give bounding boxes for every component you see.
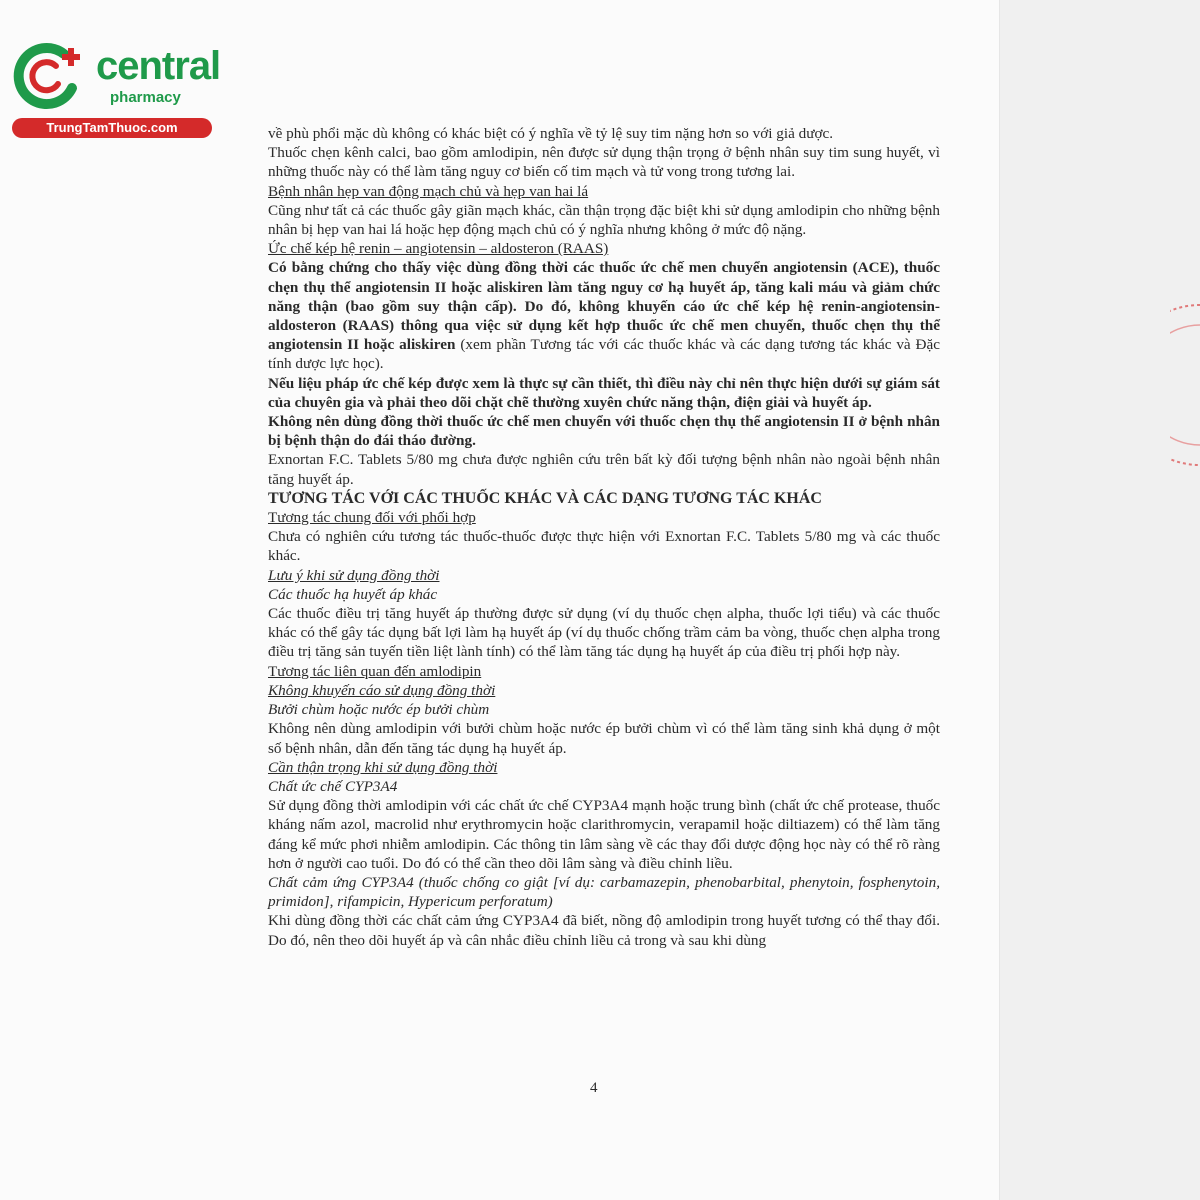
page-number: 4 [590, 1080, 598, 1096]
italic-underlined-subheading: Cần thận trọng khi sử dụng đồng thời [268, 758, 498, 776]
italic-subheading: Chất ức chế CYP3A4 [268, 777, 398, 795]
normal-run: (xem phần Tương tác với các thuốc khác và các dạng tương tác khác và Đặc tính dược lực học). [268, 336, 941, 373]
body-paragraph: về phù phổi mặc dù không có khác biệt có ý nghĩa về tỷ lệ suy tim nặng hơn so với giả dược. [268, 125, 834, 142]
italic-subheading: Bưởi chùm hoặc nước ép bưởi chùm [268, 701, 490, 719]
pharmacy-logo-icon [12, 40, 90, 112]
italic-underlined-subheading: Không khuyến cáo sử dụng đồng thời [268, 681, 496, 699]
logo-subtitle: pharmacy [110, 89, 181, 106]
document-body [268, 124, 940, 950]
bold-paragraph: Nếu liệu pháp ức chế kép được xem là thực sự cần thiết, thì điều này chỉ nên thực hiện dưới sự giám sát của chuyên gia và phải theo dõi chặt chẽ thường xuyên chức năng thận, điện giải và huyết áp. [268, 374, 940, 411]
logo-name: central [96, 44, 221, 88]
bold-paragraph: Không nên dùng đồng thời thuốc ức chế men chuyển với thuốc chẹn thụ thể angiotensin II ở bệnh nhân bị bệnh thận do đái tháo đường. [268, 413, 940, 450]
italic-underlined-subheading: Lưu ý khi sử dụng đồng thời [268, 566, 440, 584]
section-subheading: Tương tác liên quan đến amlodipin [268, 662, 482, 680]
central-pharmacy-logo [10, 38, 221, 138]
bold-run: Có bằng chứng cho thấy việc dùng đồng thời các thuốc ức chế men chuyển angiotensin (ACE), thuốc chẹn thụ thể angiotensin II hoặc aliskiren làm tăng nguy cơ hạ huyết áp, tăng kali máu và giảm chức năng thận (bao gồm suy thận cấp). Do đó, không khuyến cáo ức chế kép hệ renin-angiotensin-aldosteron (RAAS) thông qua việc sử dụng kết hợp thuốc ức chế men chuyển, thuốc chẹn thụ thể angiotensin II hoặc aliskiren [268, 259, 940, 354]
body-paragraph: Sử dụng đồng thời amlodipin với các chất ức chế CYP3A4 mạnh hoặc trung bình (chất ức chế protease, thuốc kháng nấm azol, macrolid như erythromycin hoặc clarithromycin, verapamil hoặc diltiazem) có thể làm tăng đáng kể mức phơi nhiễm amlodipin. Các thông tin lâm sàng về các thay đổi dược động học này có thể rõ ràng hơn ở người cao tuổi. Do đó có thể cần theo dõi lâm sàng và điều chỉnh liều. [268, 797, 940, 872]
mixed-paragraph [268, 258, 940, 373]
section-heading: TƯƠNG TÁC VỚI CÁC THUỐC KHÁC VÀ CÁC DẠNG TƯƠNG TÁC KHÁC [268, 489, 822, 507]
body-paragraph: Thuốc chẹn kênh calci, bao gồm amlodipin, nên được sử dụng thận trọng ở bệnh nhân suy tim sung huyết, vì những thuốc này có thể làm tăng nguy cơ biến cố tim mạch và tử vong trong tương lai. [268, 144, 940, 181]
body-paragraph: Các thuốc điều trị tăng huyết áp thường được sử dụng (ví dụ thuốc chẹn alpha, thuốc lợi tiểu) và các thuốc khác có thể gây tác dụng bất lợi làm hạ huyết áp (ví dụ thuốc chống trầm cảm ba vòng, thuốc chẹn alpha trong điều trị tăng sản tuyến tiền liệt lành tính) có thể làm tăng tác dụng hạ huyết áp của điều trị phối hợp này. [268, 605, 940, 661]
page-margin-strip [999, 0, 1200, 1200]
logo-website: TrungTamThuoc.com [12, 118, 212, 138]
section-subheading: Tương tác chung đối với phối hợp [268, 509, 476, 527]
italic-subheading: Chất cảm ứng CYP3A4 (thuốc chống co giật [ví dụ: carbamazepin, phenobarbital, phenytoin, fosphenytoin, primidon], rifampicin, Hypericum perforatum) [268, 873, 940, 911]
section-subheading: Bệnh nhân hẹp van động mạch chủ và hẹp van hai lá [268, 182, 589, 200]
body-paragraph: Không nên dùng amlodipin với bưởi chùm hoặc nước ép bưởi chùm vì có thể làm tăng sinh khả dụng ở một số bệnh nhân, dẫn đến tăng tác dụng hạ huyết áp. [268, 720, 940, 757]
body-paragraph: Exnortan F.C. Tablets 5/80 mg chưa được nghiên cứu trên bất kỳ đối tượng bệnh nhân nào ngoài bệnh nhân tăng huyết áp. [268, 451, 940, 488]
italic-subheading: Các thuốc hạ huyết áp khác [268, 585, 438, 603]
section-subheading: Ức chế kép hệ renin – angiotensin – aldosteron (RAAS) [268, 240, 609, 258]
stamp-fragment-icon [1170, 300, 1200, 470]
body-paragraph: Cũng như tất cả các thuốc gây giãn mạch khác, cần thận trọng đặc biệt khi sử dụng amlodipin cho những bệnh nhân bị hẹp van hai lá hoặc hẹp động mạch chủ có ý nghĩa nhưng không ở mức độ nặng. [268, 201, 940, 239]
body-paragraph: Chưa có nghiên cứu tương tác thuốc-thuốc được thực hiện với Exnortan F.C. Tablets 5/80 mg và các thuốc khác. [268, 528, 940, 565]
body-paragraph: Khi dùng đồng thời các chất cảm ứng CYP3A4 đã biết, nồng độ amlodipin trong huyết tương có thể thay đổi. Do đó, nên theo dõi huyết áp và cân nhắc điều chỉnh liều cả trong và sau khi dùng [268, 912, 940, 949]
